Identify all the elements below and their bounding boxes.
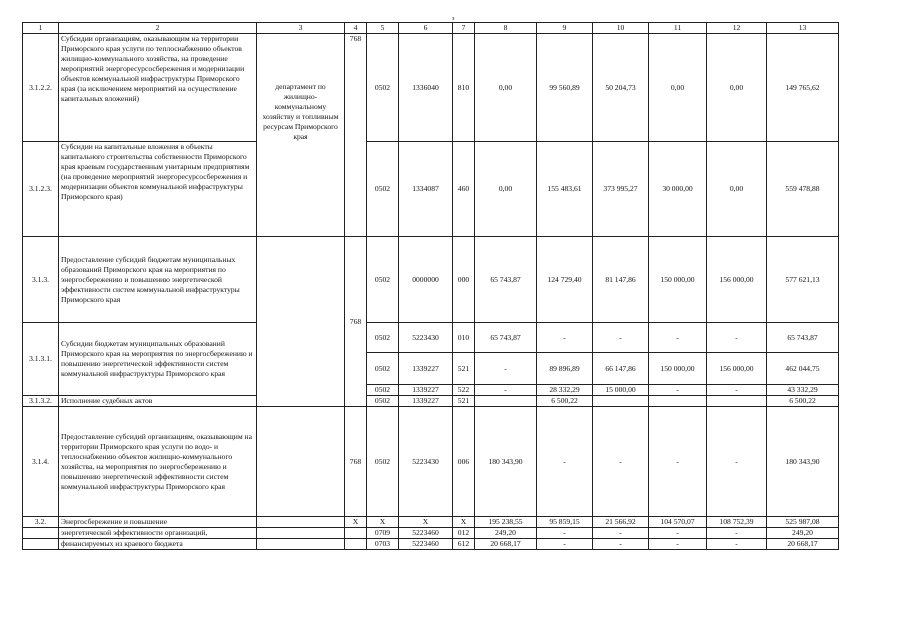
value-cell: - [475, 385, 537, 396]
value-cell: 150 000,00 [649, 353, 707, 385]
header-cell: 2 [59, 23, 257, 34]
header-cell: 7 [453, 23, 475, 34]
expense-type: 012 [453, 528, 475, 539]
header-cell: 4 [345, 23, 367, 34]
value-cell: 156 000,00 [707, 353, 767, 385]
header-cell: 5 [367, 23, 399, 34]
article-code: 1336040 [399, 34, 453, 142]
section-code: 0502 [367, 407, 399, 517]
value-cell: 156 000,00 [707, 237, 767, 323]
header-cell: 12 [707, 23, 767, 34]
header-cell: 13 [767, 23, 839, 34]
budget-table [22, 22, 839, 550]
row-number: 3.1.3.1. [23, 323, 59, 396]
expense-type: 612 [453, 539, 475, 550]
department-cell: департамент по жилищно-коммунальному хозяйству и топливным ресурсам Приморского края [257, 34, 345, 237]
value-cell: - [537, 528, 593, 539]
ministry-code: 768 [345, 34, 367, 237]
section-code: 0703 [367, 539, 399, 550]
table-row [23, 237, 839, 323]
value-cell: - [707, 323, 767, 353]
article-code: 5223460 [399, 539, 453, 550]
value-cell: 0,00 [649, 34, 707, 142]
value-cell: 0,00 [707, 34, 767, 142]
section-code: 0502 [367, 323, 399, 353]
value-cell: - [707, 528, 767, 539]
header-row [23, 23, 839, 34]
value-cell: 50 204,73 [593, 34, 649, 142]
row-name: Исполнение судебных актов [59, 396, 257, 407]
header-cell: 10 [593, 23, 649, 34]
value-cell: 195 238,55 [475, 517, 537, 528]
department-cell-empty [257, 517, 345, 528]
value-cell: 249,20 [475, 528, 537, 539]
section-code: X [367, 517, 399, 528]
total-cell: 559 478,88 [767, 142, 839, 237]
value-cell: 65 743,87 [475, 323, 537, 353]
row-number: 3.2. [23, 517, 59, 528]
table-row [23, 34, 839, 142]
header-cell: 9 [537, 23, 593, 34]
table-row [23, 517, 839, 528]
value-cell: 155 483,61 [537, 142, 593, 237]
value-cell [649, 396, 707, 407]
value-cell: - [593, 323, 649, 353]
value-cell: - [649, 323, 707, 353]
value-cell: 0,00 [707, 142, 767, 237]
department-cell-empty [257, 528, 345, 539]
department-cell-empty [257, 407, 345, 517]
section-code: 0502 [367, 353, 399, 385]
article-code: 5223430 [399, 323, 453, 353]
value-cell: - [537, 407, 593, 517]
value-cell: 6 500,22 [537, 396, 593, 407]
table-row [23, 323, 839, 353]
row-number: 3.1.3.2. [23, 396, 59, 407]
ministry-code: 768 [345, 407, 367, 517]
value-cell [707, 396, 767, 407]
value-cell: 28 332,29 [537, 385, 593, 396]
section-code: 0709 [367, 528, 399, 539]
header-cell: 1 [23, 23, 59, 34]
value-cell: 104 570,07 [649, 517, 707, 528]
row-name: финансируемых из краевого бюджета [59, 539, 257, 550]
header-cell: 6 [399, 23, 453, 34]
expense-type: X [453, 517, 475, 528]
table-row [23, 142, 839, 237]
value-cell [475, 396, 537, 407]
total-cell: 525 987,08 [767, 517, 839, 528]
expense-type: 010 [453, 323, 475, 353]
total-cell: 249,20 [767, 528, 839, 539]
expense-type: 810 [453, 34, 475, 142]
expense-type: 460 [453, 142, 475, 237]
total-cell: 43 332,29 [767, 385, 839, 396]
total-cell: 577 621,13 [767, 237, 839, 323]
ministry-code-empty [345, 528, 367, 539]
value-cell: 124 729,40 [537, 237, 593, 323]
department-cell-empty [257, 237, 345, 407]
value-cell: 0,00 [475, 34, 537, 142]
row-name: энергетической эффективности организаций, [59, 528, 257, 539]
article-code: X [399, 517, 453, 528]
row-name: Субсидии на капитальные вложения в объекты капитального строительства собственности Приморского края краевым государственным унитарным предприятиям (на проведение мероприятий энергоресурсосбережения и модернизации объектов коммунальной инфраструктуры Приморского края) [59, 142, 257, 237]
value-cell: 30 000,00 [649, 142, 707, 237]
value-cell: - [593, 539, 649, 550]
value-cell: - [537, 323, 593, 353]
value-cell: - [707, 539, 767, 550]
value-cell: 89 896,89 [537, 353, 593, 385]
value-cell: - [475, 353, 537, 385]
section-code: 0502 [367, 385, 399, 396]
value-cell: - [649, 407, 707, 517]
value-cell: - [649, 385, 707, 396]
row-number-empty [23, 528, 59, 539]
expense-type: 521 [453, 353, 475, 385]
article-code: 1339227 [399, 353, 453, 385]
expense-type: 521 [453, 396, 475, 407]
page-mark: з [452, 16, 455, 22]
value-cell: 65 743,87 [475, 237, 537, 323]
section-code: 0502 [367, 34, 399, 142]
value-cell [593, 396, 649, 407]
header-cell: 11 [649, 23, 707, 34]
value-cell: 373 995,27 [593, 142, 649, 237]
total-cell: 149 765,62 [767, 34, 839, 142]
value-cell: 15 000,00 [593, 385, 649, 396]
value-cell: - [593, 528, 649, 539]
ministry-code-empty [345, 539, 367, 550]
article-code: 1339227 [399, 396, 453, 407]
row-name: Предоставление субсидий организациям, оказывающим на территории Приморского края услуги по водо- и теплоснабжению объектов жилищно-коммунального хозяйства, на мероприятия по энергосбережению и повышению энергетической эффективности систем коммунальной инфраструктуры Приморского края [59, 407, 257, 517]
row-number: 3.1.4. [23, 407, 59, 517]
value-cell: - [593, 407, 649, 517]
article-code: 1334087 [399, 142, 453, 237]
value-cell: 66 147,86 [593, 353, 649, 385]
value-cell: 108 752,39 [707, 517, 767, 528]
value-cell: 180 343,90 [475, 407, 537, 517]
table-row [23, 396, 839, 407]
total-cell: 6 500,22 [767, 396, 839, 407]
total-cell: 20 668,17 [767, 539, 839, 550]
ministry-code: 768 [345, 237, 367, 407]
ministry-code: X [345, 517, 367, 528]
expense-type: 522 [453, 385, 475, 396]
value-cell: - [537, 539, 593, 550]
expense-type: 006 [453, 407, 475, 517]
total-cell: 180 343,90 [767, 407, 839, 517]
row-name: Субсидии организациям, оказывающим на территории Приморского края услуги по теплоснабжению объектов жилищно-коммунального хозяйства, на проведение мероприятий энергоресурсосбережения и модернизации объектов коммунальной инфраструктуры Приморского края (за исключением мероприятий на осуществление капитальных вложений) [59, 34, 257, 142]
value-cell: - [649, 539, 707, 550]
budget-table-sheet [22, 22, 838, 550]
value-cell: 95 859,15 [537, 517, 593, 528]
value-cell: 0,00 [475, 142, 537, 237]
header-cell: 3 [257, 23, 345, 34]
article-code: 5223460 [399, 528, 453, 539]
department-cell-empty [257, 539, 345, 550]
value-cell: 99 560,89 [537, 34, 593, 142]
value-cell: 150 000,00 [649, 237, 707, 323]
expense-type: 000 [453, 237, 475, 323]
row-number-empty [23, 539, 59, 550]
value-cell: 81 147,86 [593, 237, 649, 323]
table-row [23, 539, 839, 550]
value-cell: - [649, 528, 707, 539]
section-code: 0502 [367, 396, 399, 407]
article-code: 1339227 [399, 385, 453, 396]
row-name: Энергосбережение и повышение [59, 517, 257, 528]
section-code: 0502 [367, 142, 399, 237]
table-row [23, 528, 839, 539]
value-cell: - [707, 407, 767, 517]
section-code: 0502 [367, 237, 399, 323]
value-cell: 20 668,17 [475, 539, 537, 550]
article-code: 0000000 [399, 237, 453, 323]
total-cell: 462 044,75 [767, 353, 839, 385]
row-name: Субсидии бюджетам муниципальных образований Приморского края на мероприятия по энергосбережению и повышению энергетической эффективности систем коммунальной инфраструктуры Приморского края [59, 323, 257, 396]
article-code: 5223430 [399, 407, 453, 517]
value-cell: 21 566,92 [593, 517, 649, 528]
total-cell: 65 743,87 [767, 323, 839, 353]
value-cell: - [707, 385, 767, 396]
header-cell: 8 [475, 23, 537, 34]
row-name: Предоставление субсидий бюджетам муниципальных образований Приморского края на мероприятия по энергосбережению и повышению энергетической эффективности систем коммунальной инфраструктуры Приморского края [59, 237, 257, 323]
row-number: 3.1.2.3. [23, 142, 59, 237]
table-row [23, 407, 839, 517]
row-number: 3.1.2.2. [23, 34, 59, 142]
row-number: 3.1.3. [23, 237, 59, 323]
